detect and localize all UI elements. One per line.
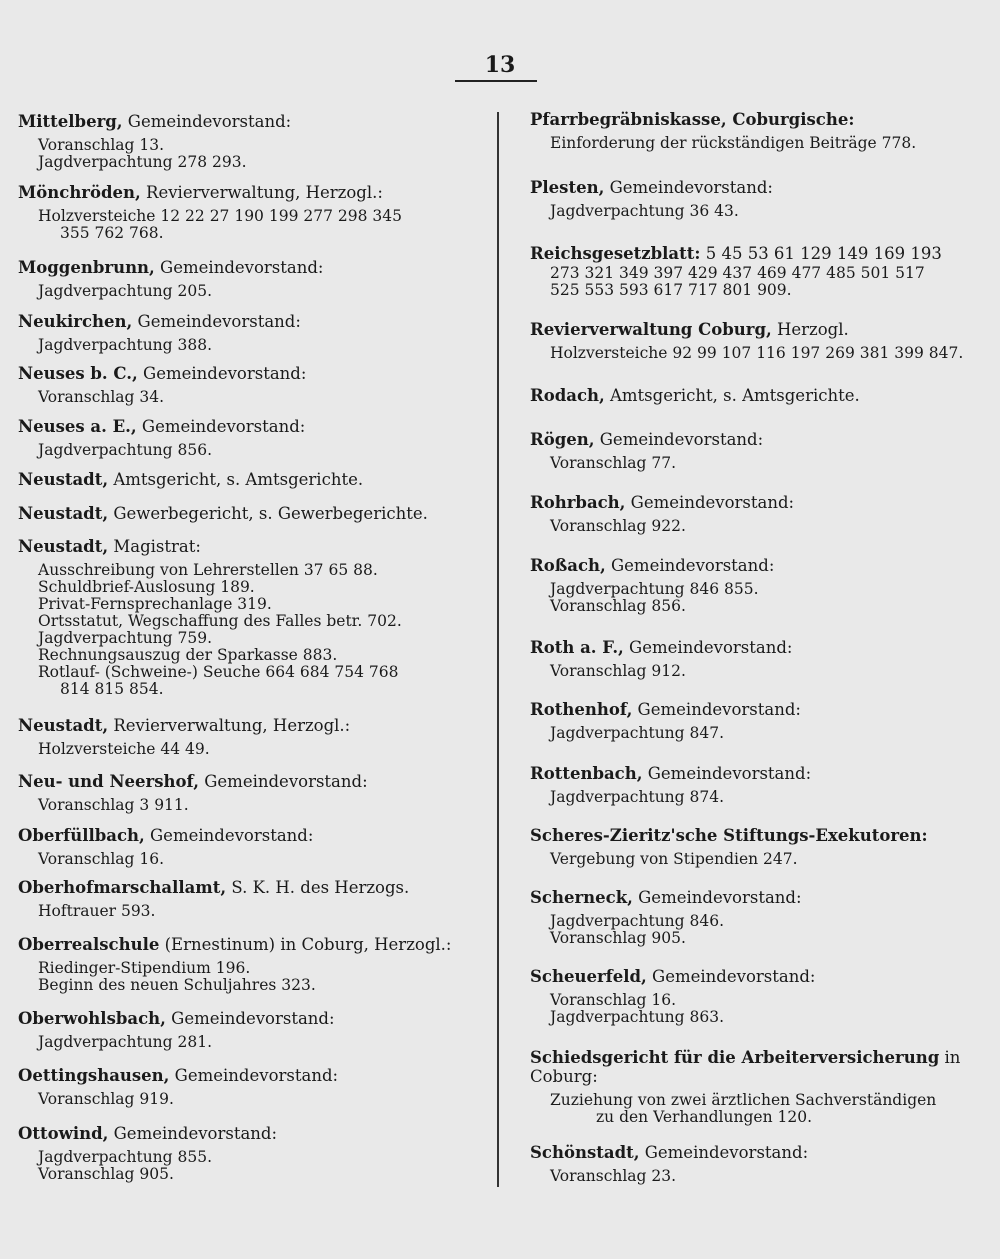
entry-name: Neustadt, (18, 716, 109, 735)
entry-line: Ausschreibung von Lehrerstellen 37 65 88. (38, 561, 378, 579)
entry-line: Voranschlag 856. (550, 597, 686, 615)
entry-line: Jagdverpachtung 856. (38, 441, 213, 459)
entry-line: Jagdverpachtung 278 293. (38, 153, 247, 171)
entry-name: Pfarrbegräbniskasse, Coburgische: (530, 110, 855, 129)
entry-heading (18, 1009, 478, 1028)
entry-line: Jagdverpachtung 846 855. (550, 580, 759, 598)
entry-authority: Gewerbegericht, s. Gewerbegerichte. (108, 504, 428, 523)
entry-name: Scheuerfeld, (530, 967, 647, 986)
index-entry (18, 417, 478, 459)
entry-heading (18, 112, 478, 131)
entry-heading (530, 638, 985, 657)
entry-authority: Gemeindevorstand: (632, 700, 801, 719)
entry-line: Beginn des neuen Schuljahres 323. (38, 976, 316, 994)
entry-line: Rechnungsauszug der Sparkasse 883. (38, 646, 338, 664)
entry-name: Rögen, (530, 430, 595, 449)
index-entry (530, 700, 985, 742)
entry-heading (18, 537, 478, 556)
entry-name: Neu- und Neershof, (18, 772, 199, 791)
entry-authority: Gemeindevorstand: (632, 888, 802, 907)
entry-heading (530, 967, 985, 986)
entry-line: Jagdverpachtung 846. (550, 912, 725, 930)
entry-heading (18, 935, 478, 954)
entry-heading (18, 1066, 478, 1085)
index-entry (18, 1066, 478, 1108)
entry-line: Schuldbrief-Auslosung 189. (38, 578, 255, 596)
column-divider (497, 112, 499, 1187)
entry-authority: Gemeindevorstand: (642, 764, 812, 783)
entry-heading (18, 772, 478, 791)
entry-heading (18, 878, 478, 897)
entry-line: Ortsstatut, Wegschaffung des Falles betr. 702. (38, 612, 402, 630)
entry-line: Voranschlag 922. (550, 517, 686, 535)
entry-heading (530, 888, 985, 907)
entry-heading (18, 826, 478, 845)
entry-line: Holzversteiche 92 99 107 116 197 269 381 399 847. (550, 344, 964, 362)
index-entry (18, 504, 478, 523)
entry-line-continuation: 525 553 593 617 717 801 909. (550, 281, 792, 299)
index-entry (530, 967, 985, 1026)
entry-line: Voranschlag 34. (38, 388, 165, 406)
index-entry (18, 772, 478, 814)
entry-name: Oettingshausen, (18, 1066, 170, 1085)
entry-authority: Gemeindevorstand: (594, 430, 764, 449)
entry-authority: Gemeindevorstand: (623, 638, 793, 657)
entry-heading (18, 183, 478, 202)
index-entry (18, 312, 478, 354)
index-entry (18, 1009, 478, 1051)
entry-authority: Gemeindevorstand: (154, 258, 324, 277)
entry-authority: Gemeindevorstand: (639, 1143, 809, 1162)
entry-line: Jagdverpachtung 874. (550, 788, 725, 806)
entry-authority: Gemeindevorstand: (646, 967, 816, 986)
index-entry (18, 878, 478, 920)
entry-heading (530, 320, 985, 339)
index-entry (18, 258, 478, 300)
entry-line: Jagdverpachtung 855. (38, 1148, 213, 1166)
index-entry (18, 1124, 478, 1183)
entry-authority: Gemeindevorstand: (604, 178, 773, 197)
entry-line: Voranschlag 3 911. (38, 796, 189, 814)
entry-line: Voranschlag 16. (550, 991, 677, 1009)
entry-authority: Gemeindevorstand: (136, 417, 306, 436)
entry-name: Moggenbrunn, (18, 258, 155, 277)
entry-authority: Gemeindevorstand: (137, 364, 307, 383)
entry-name: Neustadt, (18, 504, 109, 523)
entry-line: Jagdverpachtung 759. (38, 629, 213, 647)
entry-line: Holzversteiche 12 22 27 190 199 277 298 345 (38, 207, 402, 225)
entry-name: Ottowind, (18, 1124, 109, 1143)
page-number-rule (455, 80, 537, 82)
entry-line: Privat-Fernsprechanlage 319. (38, 595, 272, 613)
entry-line-continuation: zu den Verhandlungen 120. (596, 1108, 813, 1126)
index-entry (530, 826, 985, 868)
entry-heading (18, 504, 478, 523)
entry-line: Jagdverpachtung 847. (550, 724, 725, 742)
entry-name: Roßach, (530, 556, 606, 575)
entry-heading (18, 417, 478, 436)
entry-line: Voranschlag 77. (550, 454, 677, 472)
entry-authority: Gemeindevorstand: (122, 112, 292, 131)
entry-authority: Amtsgericht, s. Amtsgerichte. (108, 470, 364, 489)
entry-line-continuation: 814 815 854. (60, 680, 164, 698)
entry-heading (18, 258, 478, 277)
index-entry (530, 493, 985, 535)
entry-heading (530, 700, 985, 719)
index-entry (530, 320, 985, 362)
entry-name: Oberwohlsbach, (18, 1009, 166, 1028)
entry-line: Zuziehung von zwei ärztlichen Sachverständigen (550, 1091, 937, 1109)
entry-name: Schönstadt, (530, 1143, 640, 1162)
entry-authority: in Coburg: (530, 1048, 961, 1086)
entry-name: Rohrbach, (530, 493, 626, 512)
entry-name: Revierverwaltung Coburg, (530, 320, 772, 339)
entry-name: Reichsgesetzblatt: (530, 244, 701, 263)
entry-authority: Gemeindevorstand: (132, 312, 301, 331)
entry-line: Jagdverpachtung 205. (38, 282, 213, 300)
entry-line-continuation: 355 762 768. (60, 224, 164, 242)
entry-name: Mittelberg, (18, 112, 123, 131)
entry-heading (530, 178, 985, 197)
entry-heading (530, 556, 985, 575)
entry-name: Roth a. F., (530, 638, 624, 657)
entry-line: Jagdverpachtung 36 43. (550, 202, 739, 220)
index-entry (18, 537, 478, 698)
entry-name: Rottenbach, (530, 764, 643, 783)
entry-line: Voranschlag 919. (38, 1090, 174, 1108)
entry-line: Voranschlag 905. (550, 929, 686, 947)
index-entry (18, 826, 478, 868)
index-entry (18, 716, 478, 758)
entry-name: Oberrealschule (18, 935, 160, 954)
entry-heading (18, 1124, 478, 1143)
entry-line: Jagdverpachtung 863. (550, 1008, 725, 1026)
index-entry (530, 386, 985, 405)
entry-heading (530, 110, 985, 129)
entry-name: Neuses b. C., (18, 364, 138, 383)
entry-authority: (Ernestinum) in Coburg, Herzogl.: (159, 935, 452, 954)
entry-authority: Amtsgericht, s. Amtsgerichte. (604, 386, 860, 405)
index-entry (530, 556, 985, 615)
entry-authority: Herzogl. (771, 320, 849, 339)
entry-heading (530, 386, 985, 405)
index-entry (18, 364, 478, 406)
index-entry (530, 1048, 985, 1126)
index-entry (530, 764, 985, 806)
entry-heading (18, 716, 478, 735)
index-entry (530, 244, 985, 299)
entry-name: Plesten, (530, 178, 605, 197)
entry-name: Neustadt, (18, 537, 109, 556)
entry-name: Neustadt, (18, 470, 109, 489)
index-entry (18, 112, 478, 171)
entry-authority: Gemeindevorstand: (605, 556, 775, 575)
entry-line: Voranschlag 912. (550, 662, 686, 680)
entry-line: Jagdverpachtung 388. (38, 336, 213, 354)
index-entry (530, 638, 985, 680)
entry-name: Scheres-Zieritz'sche Stiftungs-Exekutoren: (530, 826, 928, 845)
entry-line-continuation: 273 321 349 397 429 437 469 477 485 501 517 (550, 264, 925, 282)
entry-line: Holzversteiche 44 49. (38, 740, 210, 758)
entry-heading (530, 764, 985, 783)
entry-line: Rotlauf- (Schweine-) Seuche 664 684 754 768 (38, 663, 399, 681)
entry-line: Voranschlag 23. (550, 1167, 677, 1185)
entry-name: Neukirchen, (18, 312, 133, 331)
entry-name: Schiedsgericht für die Arbeiterversicherung (530, 1048, 940, 1067)
entry-authority: Gemeindevorstand: (198, 772, 368, 791)
index-entry (530, 178, 985, 220)
entry-name: Rodach, (530, 386, 605, 405)
entry-line: Einforderung der rückständigen Beiträge 778. (550, 134, 917, 152)
entry-name: Neuses a. E., (18, 417, 137, 436)
entry-heading (530, 430, 985, 449)
entry-authority: 5 45 53 61 129 149 169 193 (700, 244, 942, 263)
entry-name: Oberfüllbach, (18, 826, 145, 845)
index-entry (530, 888, 985, 947)
entry-heading (530, 1048, 985, 1086)
entry-authority: Gemeindevorstand: (165, 1009, 335, 1028)
entry-line: Voranschlag 16. (38, 850, 165, 868)
entry-line: Voranschlag 13. (38, 136, 165, 154)
entry-line: Riedinger-Stipendium 196. (38, 959, 251, 977)
entry-authority: Magistrat: (108, 537, 201, 556)
entry-heading (18, 364, 478, 383)
entry-authority: Revierverwaltung, Herzogl.: (108, 716, 351, 735)
entry-name: Scherneck, (530, 888, 633, 907)
entry-name: Mönchröden, (18, 183, 141, 202)
index-entry (18, 935, 478, 994)
entry-heading (530, 244, 985, 263)
entry-authority: Gemeindevorstand: (108, 1124, 278, 1143)
entry-heading (530, 493, 985, 512)
entry-authority: Gemeindevorstand: (625, 493, 795, 512)
entry-line: Voranschlag 905. (38, 1165, 174, 1183)
entry-name: Oberhofmarschallamt, (18, 878, 227, 897)
index-entry (530, 110, 985, 152)
entry-authority: Gemeindevorstand: (144, 826, 314, 845)
page-number: 13 (484, 52, 516, 78)
entry-authority: S. K. H. des Herzogs. (226, 878, 410, 897)
entry-heading (530, 826, 985, 845)
entry-authority: Revierverwaltung, Herzogl.: (140, 183, 383, 202)
entry-line: Jagdverpachtung 281. (38, 1033, 213, 1051)
entry-name: Rothenhof, (530, 700, 633, 719)
index-entry (18, 183, 478, 242)
entry-authority: Gemeindevorstand: (169, 1066, 339, 1085)
entry-line: Vergebung von Stipendien 247. (550, 850, 798, 868)
entry-heading (18, 470, 478, 489)
index-entry (530, 430, 985, 472)
entry-heading (18, 312, 478, 331)
entry-heading (530, 1143, 985, 1162)
entry-line: Hoftrauer 593. (38, 902, 156, 920)
index-entry (18, 470, 478, 489)
index-entry (530, 1143, 985, 1185)
